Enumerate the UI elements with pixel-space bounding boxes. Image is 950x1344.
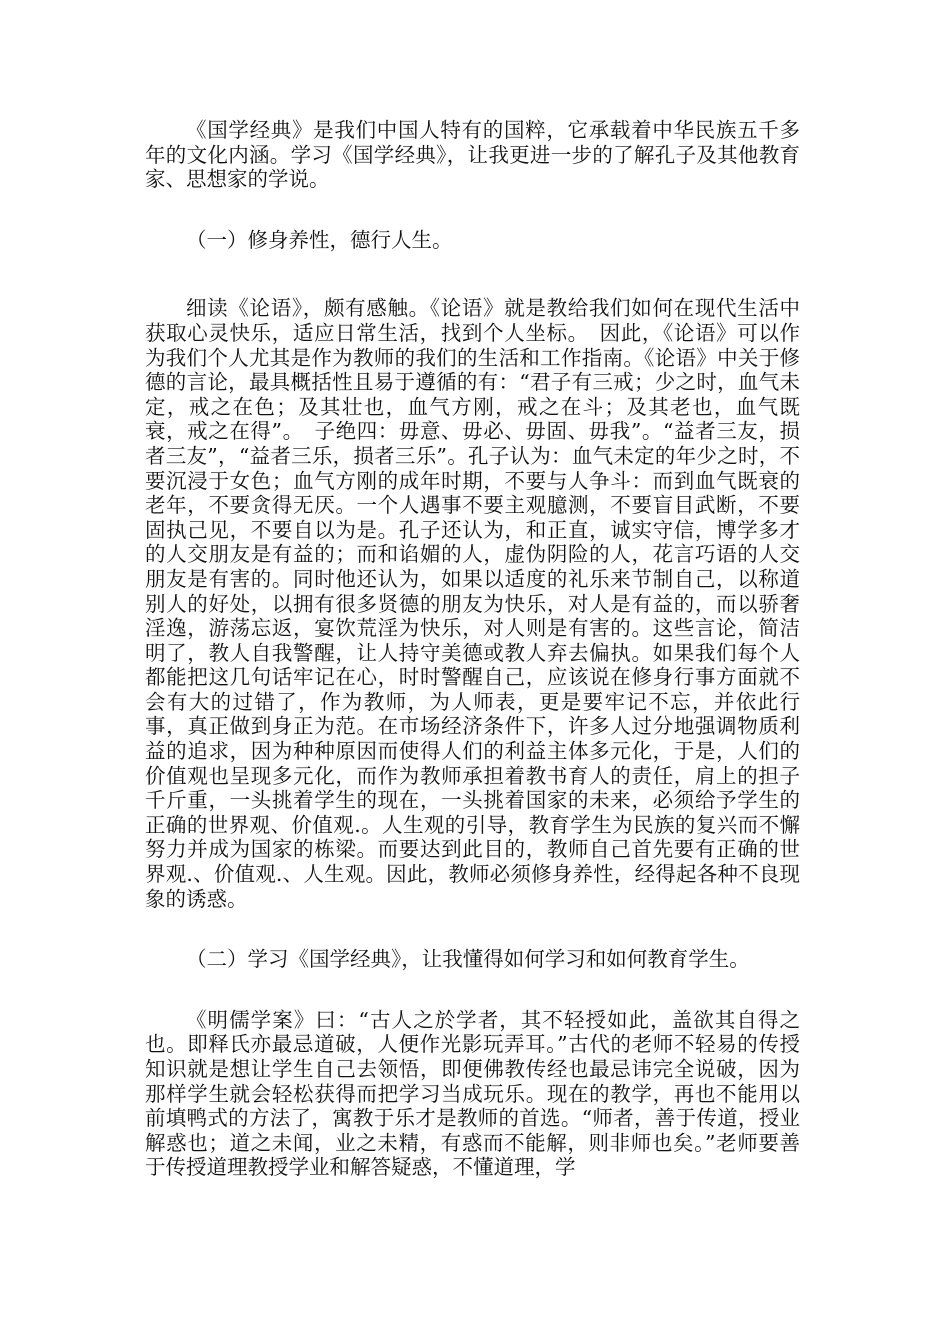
intro-paragraph: 《国学经典》是我们中国人特有的国粹，它承载着中华民族五千多年的文化内涵。学习《国学经典》，让我更进一步的了解孔子及其他教育家、思想家的学说。 <box>145 118 800 192</box>
section-2-heading: （二）学习《国学经典》，让我懂得如何学习和如何教育学生。 <box>186 947 750 972</box>
section-1-body: 细读《论语》，颇有感触。《论语》就是教给我们如何在现代生活中获取心灵快乐，适应日常生活，找到个人坐标。 因此，《论语》可以作为我们个人尤其是作为教师的我们的生活和工作指南。《论语》中关于修德的言论，最具概括性且易于遵循的有：“君子有三戒；少之时，血气未定，戒之在色；及其壮也，血气方刚，戒之在斗；及其老也，血气既衰，戒之在得”。 子绝四：毋意、毋必、毋固、毋我”。“益者三友，损者三友”，“益者三乐，损者三乐”。孔子认为：血气未定的年少之时，不要沉浸于女色；血气方刚的成年时期，不要与人争斗：而到血气既衰的老年，不要贪得无厌。一个人遇事不要主观臆测，不要盲目武断，不要固执己见，不要自以为是。孔子还认为，和正直，诚实守信，博学多才的人交朋友是有益的；而和谄媚的人，虚伪阴险的人，花言巧语的人交朋友是有害的。同时他还认为，如果以适度的礼乐来节制自己，以称道别人的好处，以拥有很多贤德的朋友为快乐，对人是有益的，而以骄奢淫逸，游荡忘返，宴饮荒淫为快乐，对人则是有害的。这些言论，简洁明了，教人自我警醒，让人持守美德或教人弃去偏执。如果我们每个人都能把这几句话牢记在心，时时警醒自己，应该说在修身行事方面就不会有大的过错了，作为教师，为人师表，更是要牢记不忘，并依此行事，真正做到身正为范。在市场经济条件下，许多人过分地强调物质利益的追求，因为种种原因而使得人们的利益主体多元化，于是，人们的价值观也呈现多元化，而作为教师承担着教书育人的责任，肩上的担子千斤重，一头挑着学生的现在，一头挑着国家的未来，必须给予学生的正确的世界观、价值观.。人生观的引导，教育学生为民族的复兴而不懈努力并成为国家的栋梁。而要达到此目的，教师自己首先要有正确的世界观.、价值观.、人生观。因此，教师必须修身养性，经得起各种不良现象的诱惑。 <box>145 296 800 911</box>
section-1-heading: （一）修身养性，德行人生。 <box>186 227 453 252</box>
document-page <box>145 118 800 1180</box>
section-2-body: 《明儒学案》曰：“古人之於学者，其不轻授如此，盖欲其自得之也。即释氏亦最忌道破，人便作光影玩弄耳。”古代的老师不轻易的传授知识就是想让学生自己去领悟，即便佛教传经也最忌讳完全说破，因为那样学生就会轻松获得而把学习当成玩乐。现在的教学，再也不能用以前填鸭式的方法了，寓教于乐才是教师的首选。“师者，善于传道，授业解惑也；道之未闻，业之未精，有惑而不能解，则非师也矣。”老师要善于传授道理教授学业和解答疑惑，不懂道理，学 <box>145 1007 800 1180</box>
